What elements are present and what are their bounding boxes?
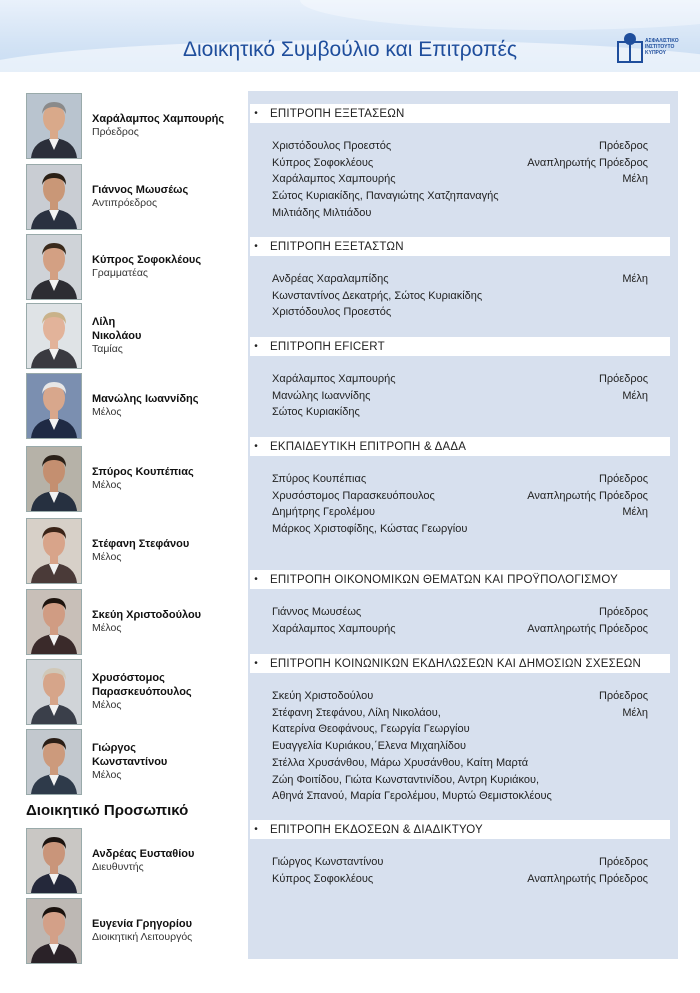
member-role: Μέλος — [92, 550, 122, 563]
committee-heading — [250, 337, 670, 356]
committee-member-name: Σώτος Κυριακίδης, Παναγιώτης Χατζηπαναγής — [272, 190, 499, 203]
member-name: Γιώργος Κωνσταντίνου — [92, 741, 168, 768]
committee-row — [272, 188, 650, 205]
committee-member-role: Πρόεδρος — [598, 690, 648, 702]
member-info — [92, 659, 252, 723]
member-card — [26, 659, 246, 725]
committee-title: ΕΠΙΤΡΟΠΗ ΕΞΕΤΑΣΤΩΝ — [270, 240, 404, 253]
committee-title: ΕΠΙΤΡΟΠΗ ΟΙΚΟΝΟΜΙΚΩΝ ΘΕΜΑΤΩΝ ΚΑΙ ΠΡΟΫΠΟΛΟΓΙΣΜΟΥ — [270, 573, 618, 586]
committee-heading — [250, 654, 670, 673]
portrait-icon — [27, 235, 81, 299]
committee-row — [272, 738, 650, 755]
member-photo — [26, 93, 82, 159]
member-card — [26, 898, 246, 964]
committee-member-name: Χαράλαμπος Χαμπουρής — [272, 622, 396, 635]
committee-member-role: Πρόεδρος — [598, 856, 648, 868]
member-info — [92, 446, 252, 510]
bullet-icon: • — [254, 108, 258, 119]
member-name: Μανώλης Ιωαννίδης — [92, 392, 199, 405]
committee-member-name: Κατερίνα Θεοφάνους, Γεωργία Γεωργίου — [272, 723, 470, 736]
bullet-icon: • — [254, 441, 258, 452]
member-name: Σπύρος Κουπέπιας — [92, 465, 194, 478]
member-role: Μέλος — [92, 478, 122, 491]
member-role: Μέλος — [92, 698, 122, 711]
committee-row — [272, 138, 650, 155]
committee-member-role: Μέλη — [622, 706, 648, 719]
member-card — [26, 828, 246, 894]
committee-member-name: Μάρκος Χριστοφίδης, Κώστας Γεωργίου — [272, 523, 468, 536]
portrait-icon — [27, 304, 81, 368]
member-info — [92, 898, 252, 962]
committee-row — [272, 304, 650, 321]
bullet-icon: • — [254, 658, 258, 669]
portrait-icon — [27, 165, 81, 229]
staff-section-title: Διοικητικό Προσωπικό — [26, 802, 189, 819]
logo-text-line: ΚΥΠΡΟΥ — [645, 50, 666, 56]
committee-heading — [250, 237, 670, 256]
committee-member-name: Χριστόδουλος Προεστός — [272, 306, 392, 319]
portrait-icon — [27, 660, 81, 724]
committee-row — [272, 788, 650, 805]
portrait-icon — [27, 519, 81, 583]
committee-row — [272, 604, 650, 621]
committee-row — [272, 388, 650, 405]
logo-text — [645, 38, 679, 56]
member-card — [26, 93, 246, 159]
committee-member-name: Γιάννος Μωυσέως — [272, 606, 362, 618]
member-name: Σκεύη Χριστοδούλου — [92, 608, 202, 621]
committee-member-name: Χαράλαμπος Χαμπουρής — [272, 373, 396, 385]
page-title: Διοικητικό Συμβούλιο και Επιτροπές — [182, 38, 518, 61]
committee-row — [272, 854, 650, 871]
committee-member-name: Χριστόδουλος Προεστός — [272, 140, 392, 152]
member-role: Μέλος — [92, 768, 122, 781]
committee-member-name: Γιώργος Κωνσταντίνου — [272, 856, 384, 868]
member-name: Ανδρέας Ευσταθίου — [92, 847, 195, 860]
member-photo — [26, 828, 82, 894]
portrait-icon — [27, 374, 81, 438]
page-header — [0, 0, 700, 72]
committee-row — [272, 871, 650, 888]
member-card — [26, 234, 246, 300]
member-info — [92, 828, 252, 892]
member-photo — [26, 898, 82, 964]
portrait-icon — [27, 730, 81, 794]
committee-member-name: Κύπρος Σοφοκλέους — [272, 156, 374, 169]
committee-member-name: Στέλλα Χρυσάνθου, Μάρω Χρυσάνθου, Καίτη Μαρτά — [272, 756, 529, 769]
committee-member-role: Αναπληρωτής Πρόεδρος — [527, 489, 648, 502]
member-role: Μέλος — [92, 621, 122, 634]
member-name: Χρυσόστομος Παρασκευόπουλος — [92, 671, 192, 698]
member-photo — [26, 373, 82, 439]
committee-row — [272, 404, 650, 421]
member-card — [26, 373, 246, 439]
member-photo — [26, 659, 82, 725]
committee-member-name: Ευαγγελία Κυριάκου,΄Ελενα Μιχαηλίδου — [272, 740, 467, 753]
member-name: Χαράλαμπος Χαμπουρής — [92, 112, 225, 125]
bullet-icon: • — [254, 824, 258, 835]
portrait-icon — [27, 899, 81, 963]
committee-row — [272, 721, 650, 738]
committee-member-name: Μανώλης Ιωαννίδης — [272, 389, 371, 402]
committee-member-name: Κύπρος Σοφοκλέους — [272, 872, 374, 885]
committee-title: ΕΠΙΤΡΟΠΗ ΕΚΔΟΣΕΩΝ & ΔΙΑΔΙΚΤΥΟΥ — [270, 823, 483, 836]
member-info — [92, 93, 252, 157]
committee-member-name: Δημήτρης Γερολέμου — [272, 506, 376, 519]
committee-row — [272, 288, 650, 305]
committee-member-name: Μιλτιάδης Μιλτιάδου — [272, 206, 372, 219]
bullet-icon: • — [254, 574, 258, 585]
member-photo — [26, 729, 82, 795]
member-photo — [26, 446, 82, 512]
member-card — [26, 303, 246, 369]
member-info — [92, 589, 252, 653]
member-photo — [26, 234, 82, 300]
portrait-icon — [27, 590, 81, 654]
member-photo — [26, 589, 82, 655]
committee-row — [272, 155, 650, 172]
committee-member-name: Στέφανη Στεφάνου, Λίλη Νικολάου, — [272, 706, 441, 719]
committee-row — [272, 171, 650, 188]
member-role: Μέλος — [92, 405, 122, 418]
committee-heading — [250, 437, 670, 456]
committee-title: ΕΠΙΤΡΟΠΗ ΚΟΙΝΩΝΙΚΩΝ ΕΚΔΗΛΩΣΕΩΝ ΚΑΙ ΔΗΜΟΣΙΩΝ ΣΧΕΣΕΩΝ — [270, 657, 642, 670]
member-name: Κύπρος Σοφοκλέους — [92, 253, 202, 266]
portrait-icon — [27, 447, 81, 511]
logo-text-line: ΙΝΣΤΙΤΟΥΤΟ — [645, 44, 675, 50]
member-info — [92, 164, 252, 228]
committee-title: ΕΚΠΑΙΔΕΥΤΙΚΗ ΕΠΙΤΡΟΠΗ & ΔΑΔΑ — [270, 440, 467, 453]
member-role: Διευθυντής — [92, 860, 144, 873]
member-role: Αντιπρόεδρος — [92, 196, 157, 209]
committee-heading — [250, 820, 670, 839]
member-name: Ευγενία Γρηγορίου — [92, 917, 193, 930]
member-role: Διοικητική Λειτουργός — [92, 930, 193, 943]
committee-row — [272, 521, 650, 538]
member-role: Πρόεδρος — [92, 125, 139, 138]
committee-member-role: Μέλη — [622, 389, 648, 402]
committee-title: ΕΠΙΤΡΟΠΗ EFICERT — [270, 340, 385, 353]
logo-text-line: ΑΣΦΑΛΙΣΤΙΚΟ — [645, 38, 679, 44]
committee-row — [272, 271, 650, 288]
committee-row — [272, 504, 650, 521]
member-card — [26, 446, 246, 512]
committee-member-role: Πρόεδρος — [598, 373, 648, 385]
member-info — [92, 234, 252, 298]
bullet-icon: • — [254, 241, 258, 252]
committee-member-role: Πρόεδρος — [598, 473, 648, 485]
committee-member-name: Σπύρος Κουπέπιας — [272, 473, 367, 485]
committee-row — [272, 688, 650, 705]
committee-member-role: Πρόεδρος — [598, 606, 648, 618]
committee-member-role: Μέλη — [622, 506, 648, 519]
committee-member-name: Αθηνά Σπανού, Μαρία Γερολέμου, Μυρτώ Θεμιστοκλέους — [272, 790, 552, 803]
committee-member-name: Ζώη Φοιτίδου, Γιώτα Κωνσταντινίδου, Αντρη Κυριάκου, — [272, 773, 540, 786]
committee-row — [272, 772, 650, 789]
committee-row — [272, 755, 650, 772]
member-card — [26, 518, 246, 584]
member-card — [26, 729, 246, 795]
member-info — [92, 729, 252, 793]
member-name: Γιάννος Μωυσέως — [92, 183, 189, 196]
committee-heading — [250, 104, 670, 123]
member-info — [92, 373, 252, 437]
committee-row — [272, 488, 650, 505]
committee-row — [272, 205, 650, 222]
committee-member-name: Κωνσταντίνος Δεκατρής, Σώτος Κυριακίδης — [272, 289, 483, 302]
committee-member-role: Πρόεδρος — [598, 140, 648, 152]
committee-member-role: Αναπληρωτής Πρόεδρος — [527, 872, 648, 885]
committee-member-name: Ανδρέας Χαραλαμπίδης — [272, 273, 389, 285]
member-photo — [26, 303, 82, 369]
member-photo — [26, 518, 82, 584]
committee-member-name: Σώτος Κυριακίδης — [272, 406, 360, 419]
member-role: Ταμίας — [92, 342, 123, 355]
committee-heading — [250, 570, 670, 589]
bullet-icon: • — [254, 341, 258, 352]
committee-member-role: Αναπληρωτής Πρόεδρος — [527, 622, 648, 635]
logo-mark-icon — [617, 32, 643, 64]
member-info — [92, 518, 252, 582]
portrait-icon — [27, 829, 81, 893]
member-card — [26, 589, 246, 655]
header-decoration — [300, 0, 700, 30]
committee-member-name: Χρυσόστομος Παρασκευόπουλος — [272, 489, 435, 502]
committee-member-role: Μέλη — [622, 173, 648, 186]
member-photo — [26, 164, 82, 230]
committee-member-name: Σκεύη Χριστοδούλου — [272, 690, 374, 702]
committee-row — [272, 621, 650, 638]
committee-row — [272, 471, 650, 488]
committee-row — [272, 371, 650, 388]
member-info — [92, 303, 252, 367]
committee-title: ΕΠΙΤΡΟΠΗ ΕΞΕΤΑΣΕΩΝ — [270, 107, 405, 120]
portrait-icon — [27, 94, 81, 158]
committee-member-name: Χαράλαμπος Χαμπουρής — [272, 173, 396, 186]
institute-logo — [617, 32, 683, 64]
committee-member-role: Μέλη — [622, 273, 648, 285]
committee-member-role: Αναπληρωτής Πρόεδρος — [527, 156, 648, 169]
member-card — [26, 164, 246, 230]
member-name: Λίλη Νικολάου — [92, 315, 142, 342]
member-role: Γραμματέας — [92, 266, 148, 279]
committee-row — [272, 705, 650, 722]
member-name: Στέφανη Στεφάνου — [92, 537, 190, 550]
